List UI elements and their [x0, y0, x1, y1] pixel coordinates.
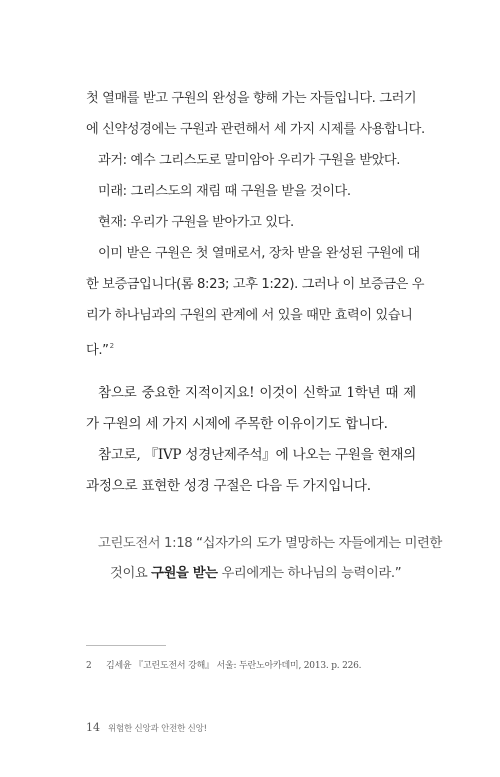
scripture-text-2b: 우리에게는 하나님의 능력이라.”	[217, 566, 402, 581]
quote-line-6: 이미 받은 구원은 첫 열매로서, 장차 받을 완성된 구원에 대	[98, 246, 420, 261]
footnote-marker[interactable]: 2	[109, 342, 114, 350]
scripture-text-1: “십자가의 도가 멸망하는 자들에게는 미련한	[196, 536, 442, 551]
quote-line-present: 현재: 우리가 구원을 받아가고 있다.	[98, 215, 294, 230]
scripture-emphasis: 구원을 받는	[151, 566, 218, 581]
scripture-line-1	[98, 529, 442, 559]
scripture-reference: 고린도전서 1:18	[98, 536, 193, 551]
running-title: 위험한 신앙과 안전한 신앙!	[108, 724, 207, 734]
body-paragraph-1: 참으로 중요한 지적이지요! 이것이 신학교 1학년 때 제가 구원의 세 가지 시제에 주목한 이유이기도 합니다.	[86, 385, 416, 432]
quote-line-future: 미래: 그리스도의 재림 때 구원을 받을 것이다.	[98, 184, 351, 199]
footnote-text: 김세윤 『고린도전서 강해』 서울: 두란노아카데미, 2013. p. 226.	[106, 661, 362, 671]
quote-line-9	[86, 331, 416, 362]
quote-last-text: 다.”	[86, 343, 109, 358]
scripture-text-2a: 것이요	[110, 566, 152, 581]
scripture-line-2	[98, 559, 418, 589]
page-footer	[86, 716, 207, 735]
footnote-divider	[86, 645, 166, 646]
scripture-quote	[98, 529, 442, 589]
quote-line-7: 한 보증금입니다(롬 8:23; 고후 1:22). 그러나 이 보증금은 우	[86, 277, 425, 292]
quote-line-8: 리가 하나님과의 구원의 관계에 서 있을 때만 효력이 있습니	[86, 308, 413, 323]
body-text	[86, 378, 416, 502]
body-paragraph-2: 참고로, 『IVP 성경난제주석』에 나오는 구원을 현재의 과정으로 표현한 성경 구절은 다음 두 가지입니다.	[86, 447, 416, 494]
footnote	[86, 658, 426, 671]
block-quote	[86, 83, 425, 362]
page-number: 14	[86, 721, 100, 734]
quote-line-2: 에 신약성경에는 구원과 관련해서 세 가지 시제를 사용합니다.	[86, 122, 425, 137]
quote-line-1: 첫 열매를 받고 구원의 완성을 향해 가는 자들입니다. 그러기	[86, 91, 417, 106]
quote-line-past: 과거: 예수 그리스도로 말미암아 우리가 구원을 받았다.	[98, 153, 401, 168]
footnote-number: 2	[86, 661, 92, 671]
